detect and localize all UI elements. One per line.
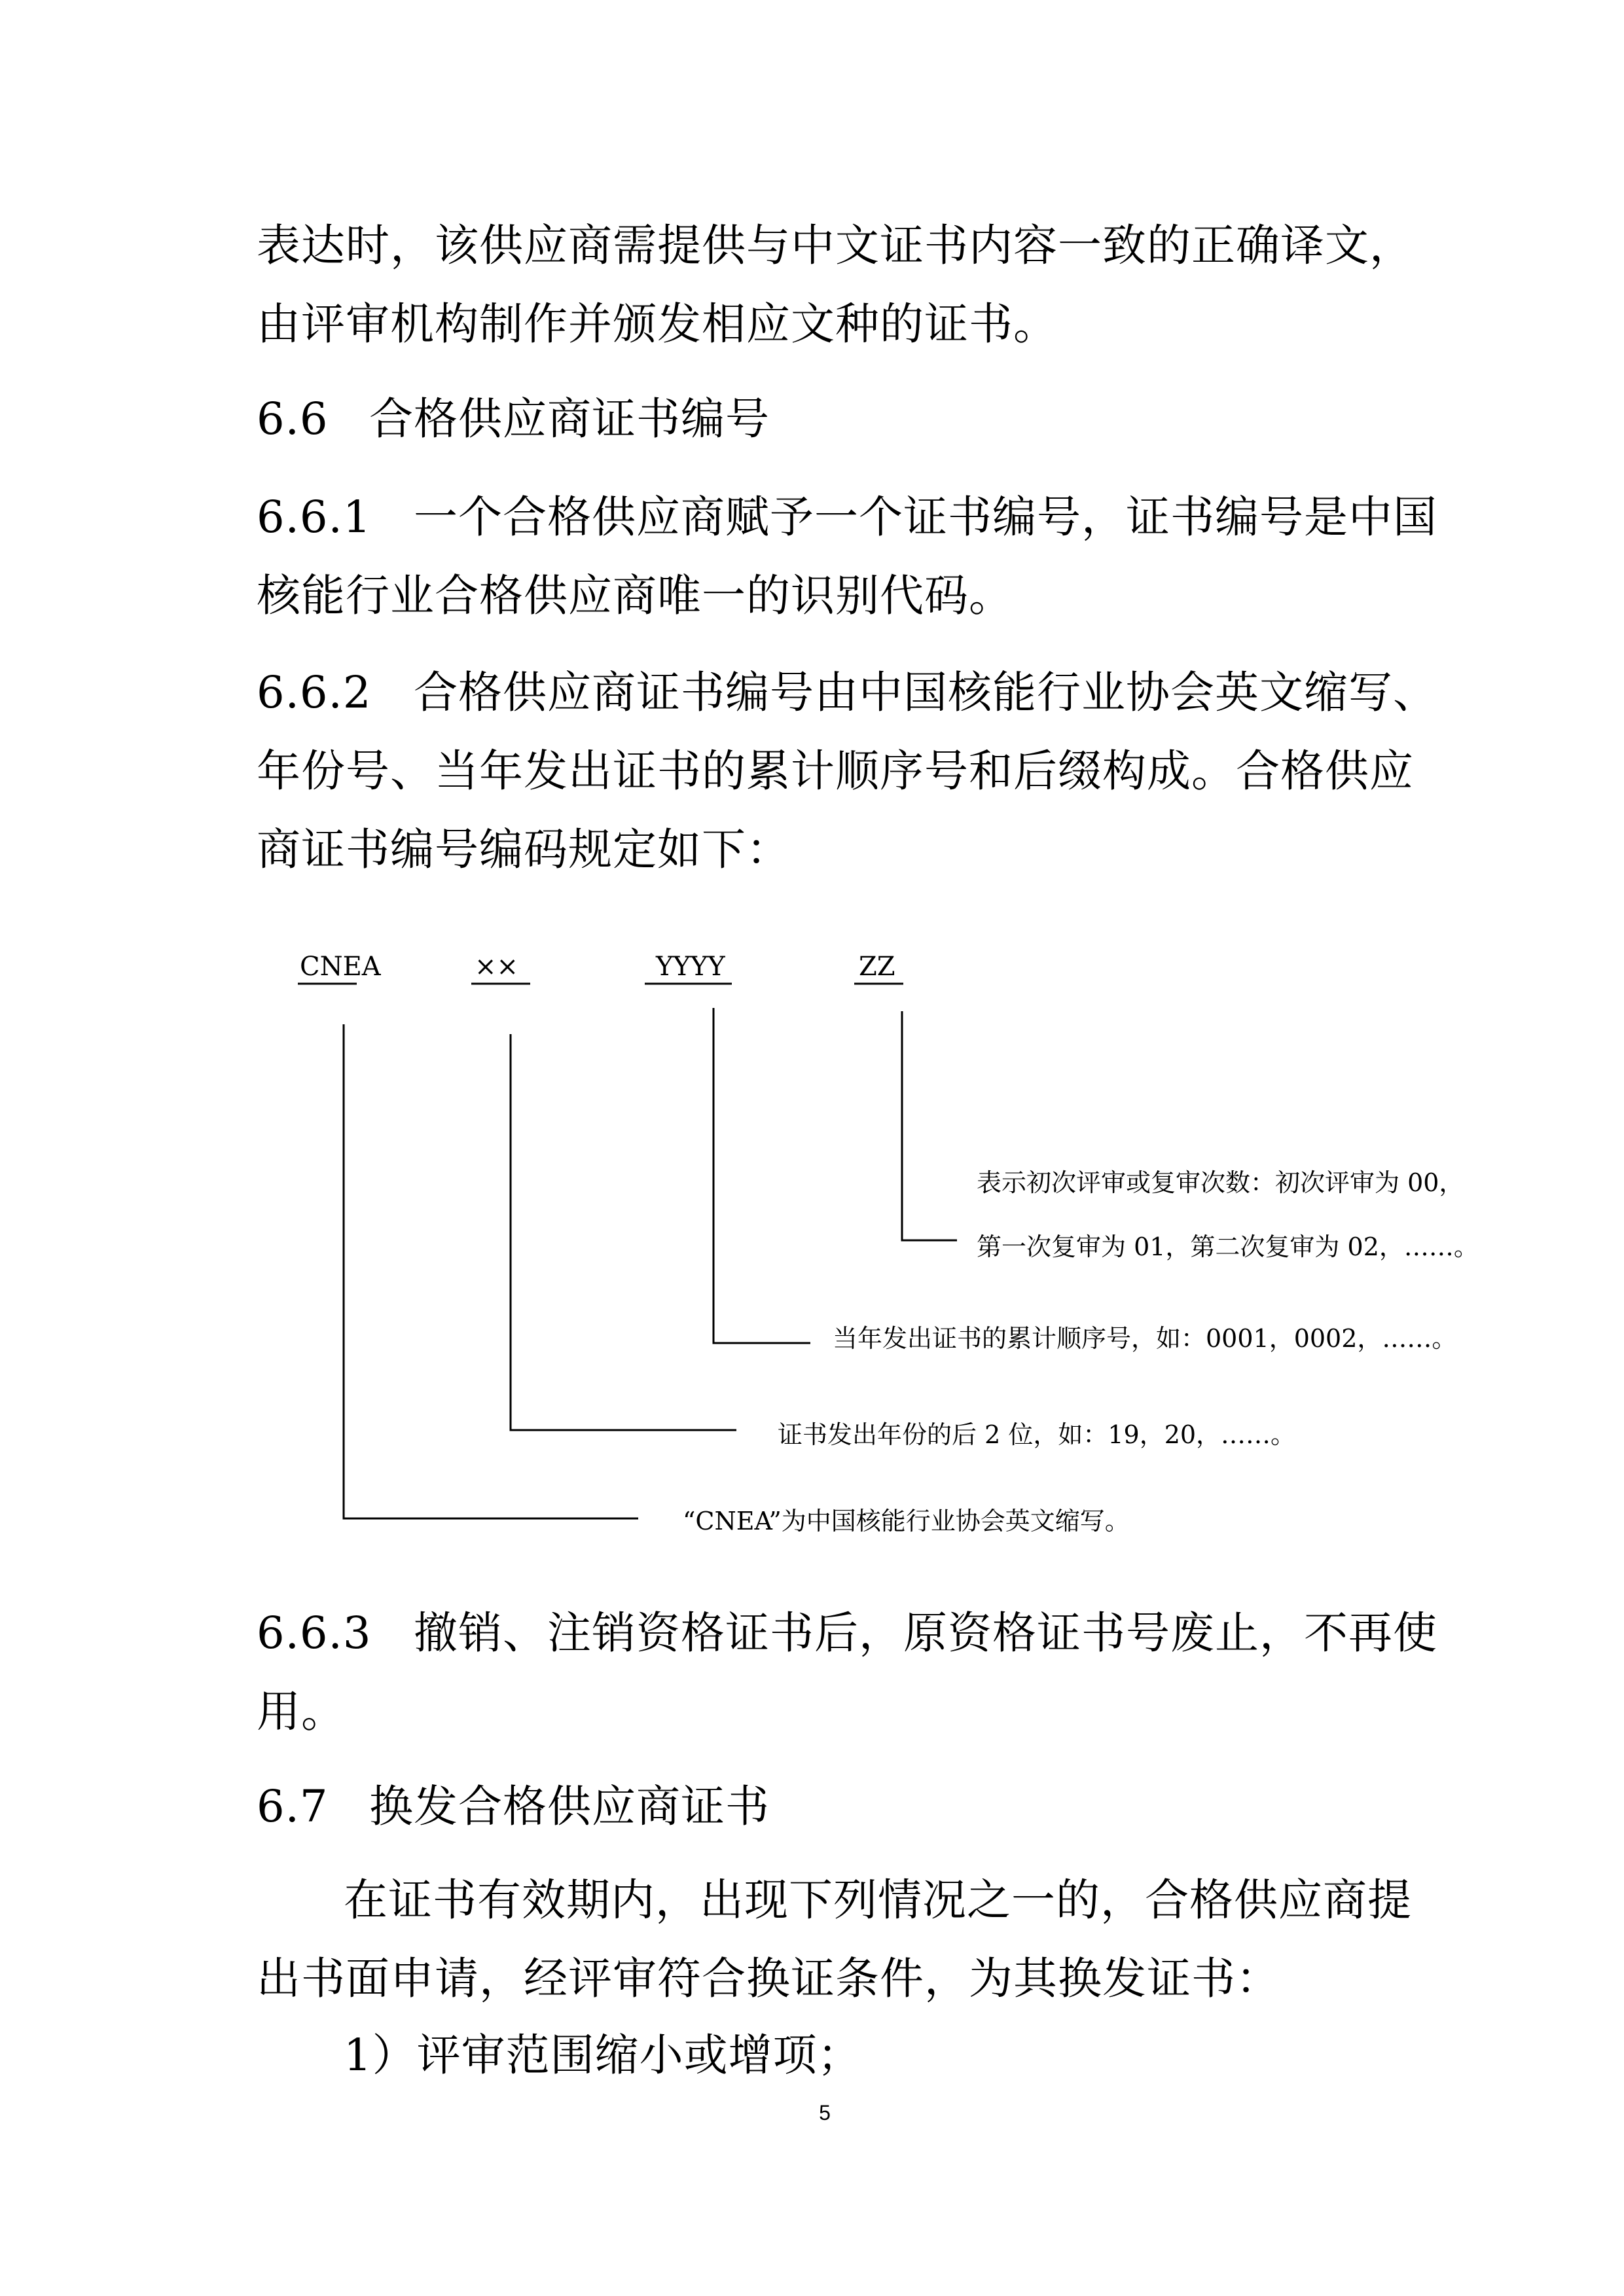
clause-6-6-3-line-2: 用。 xyxy=(257,1686,346,1737)
continuation-line-1: 表达时，该供应商需提供与中文证书内容一致的正确译文， xyxy=(257,220,1414,271)
code-cnea: CNEA xyxy=(300,952,381,982)
clause-number: 6.6.3 xyxy=(257,1607,372,1659)
list-item-1: 1）评审范围缩小或增项； xyxy=(344,2030,862,2081)
year-description: 证书发出年份的后 2 位，如：19，20，……。 xyxy=(778,1420,1296,1449)
clause-number: 6.6.1 xyxy=(257,492,372,543)
cnea-description: “CNEA”为中国核能行业协会英文缩写。 xyxy=(683,1507,1130,1535)
year-connector xyxy=(511,1034,736,1430)
section-6-7-body-line-1: 在证书有效期内，出现下列情况之一的，合格供应商提 xyxy=(344,1874,1412,1926)
clause-6-6-2-line-2: 年份号、当年发出证书的累计顺序号和后缀构成。合格供应 xyxy=(257,745,1414,797)
clause-6-6-2-line-3: 商证书编号编码规定如下： xyxy=(257,824,791,875)
clause-6-6-3-line-1 xyxy=(257,1607,1437,1659)
continuation-line-2: 由评审机构制作并颁发相应文种的证书。 xyxy=(257,298,1058,350)
section-number: 6.7 xyxy=(257,1781,329,1832)
clause-text: 撤销、注销资格证书后，原资格证书号废止，不再使 xyxy=(414,1607,1437,1659)
seq-connector xyxy=(713,1008,810,1343)
suffix-description-line-1: 表示初次评审或复审次数：初次评审为 00， xyxy=(977,1168,1464,1197)
code-suffix: ZZ xyxy=(859,952,895,982)
cnea-connector xyxy=(344,1024,638,1518)
clause-number: 6.6.2 xyxy=(257,667,372,718)
section-title: 合格供应商证书编号 xyxy=(369,393,770,444)
seq-description: 当年发出证书的累计顺序号，如：0001，0002，……。 xyxy=(833,1324,1457,1353)
clause-text: 合格供应商证书编号由中国核能行业协会英文缩写、 xyxy=(414,667,1437,718)
page-number: 5 xyxy=(819,2101,831,2125)
suffix-connector xyxy=(902,1011,957,1240)
code-year: ×× xyxy=(475,952,519,982)
code-seq: YYYY xyxy=(656,952,725,982)
section-6-7-body-line-2: 出书面申请，经评审符合换证条件，为其换发证书： xyxy=(257,1953,1280,2004)
section-6-7-heading xyxy=(257,1780,770,1833)
section-title: 换发合格供应商证书 xyxy=(369,1781,770,1832)
suffix-description-line-2: 第一次复审为 01，第二次复审为 02，……。 xyxy=(977,1232,1479,1261)
clause-6-6-1-line-2: 核能行业合格供应商唯一的识别代码。 xyxy=(257,570,1013,621)
clause-text: 一个合格供应商赋予一个证书编号，证书编号是中国 xyxy=(414,492,1437,543)
section-number: 6.6 xyxy=(257,393,329,444)
